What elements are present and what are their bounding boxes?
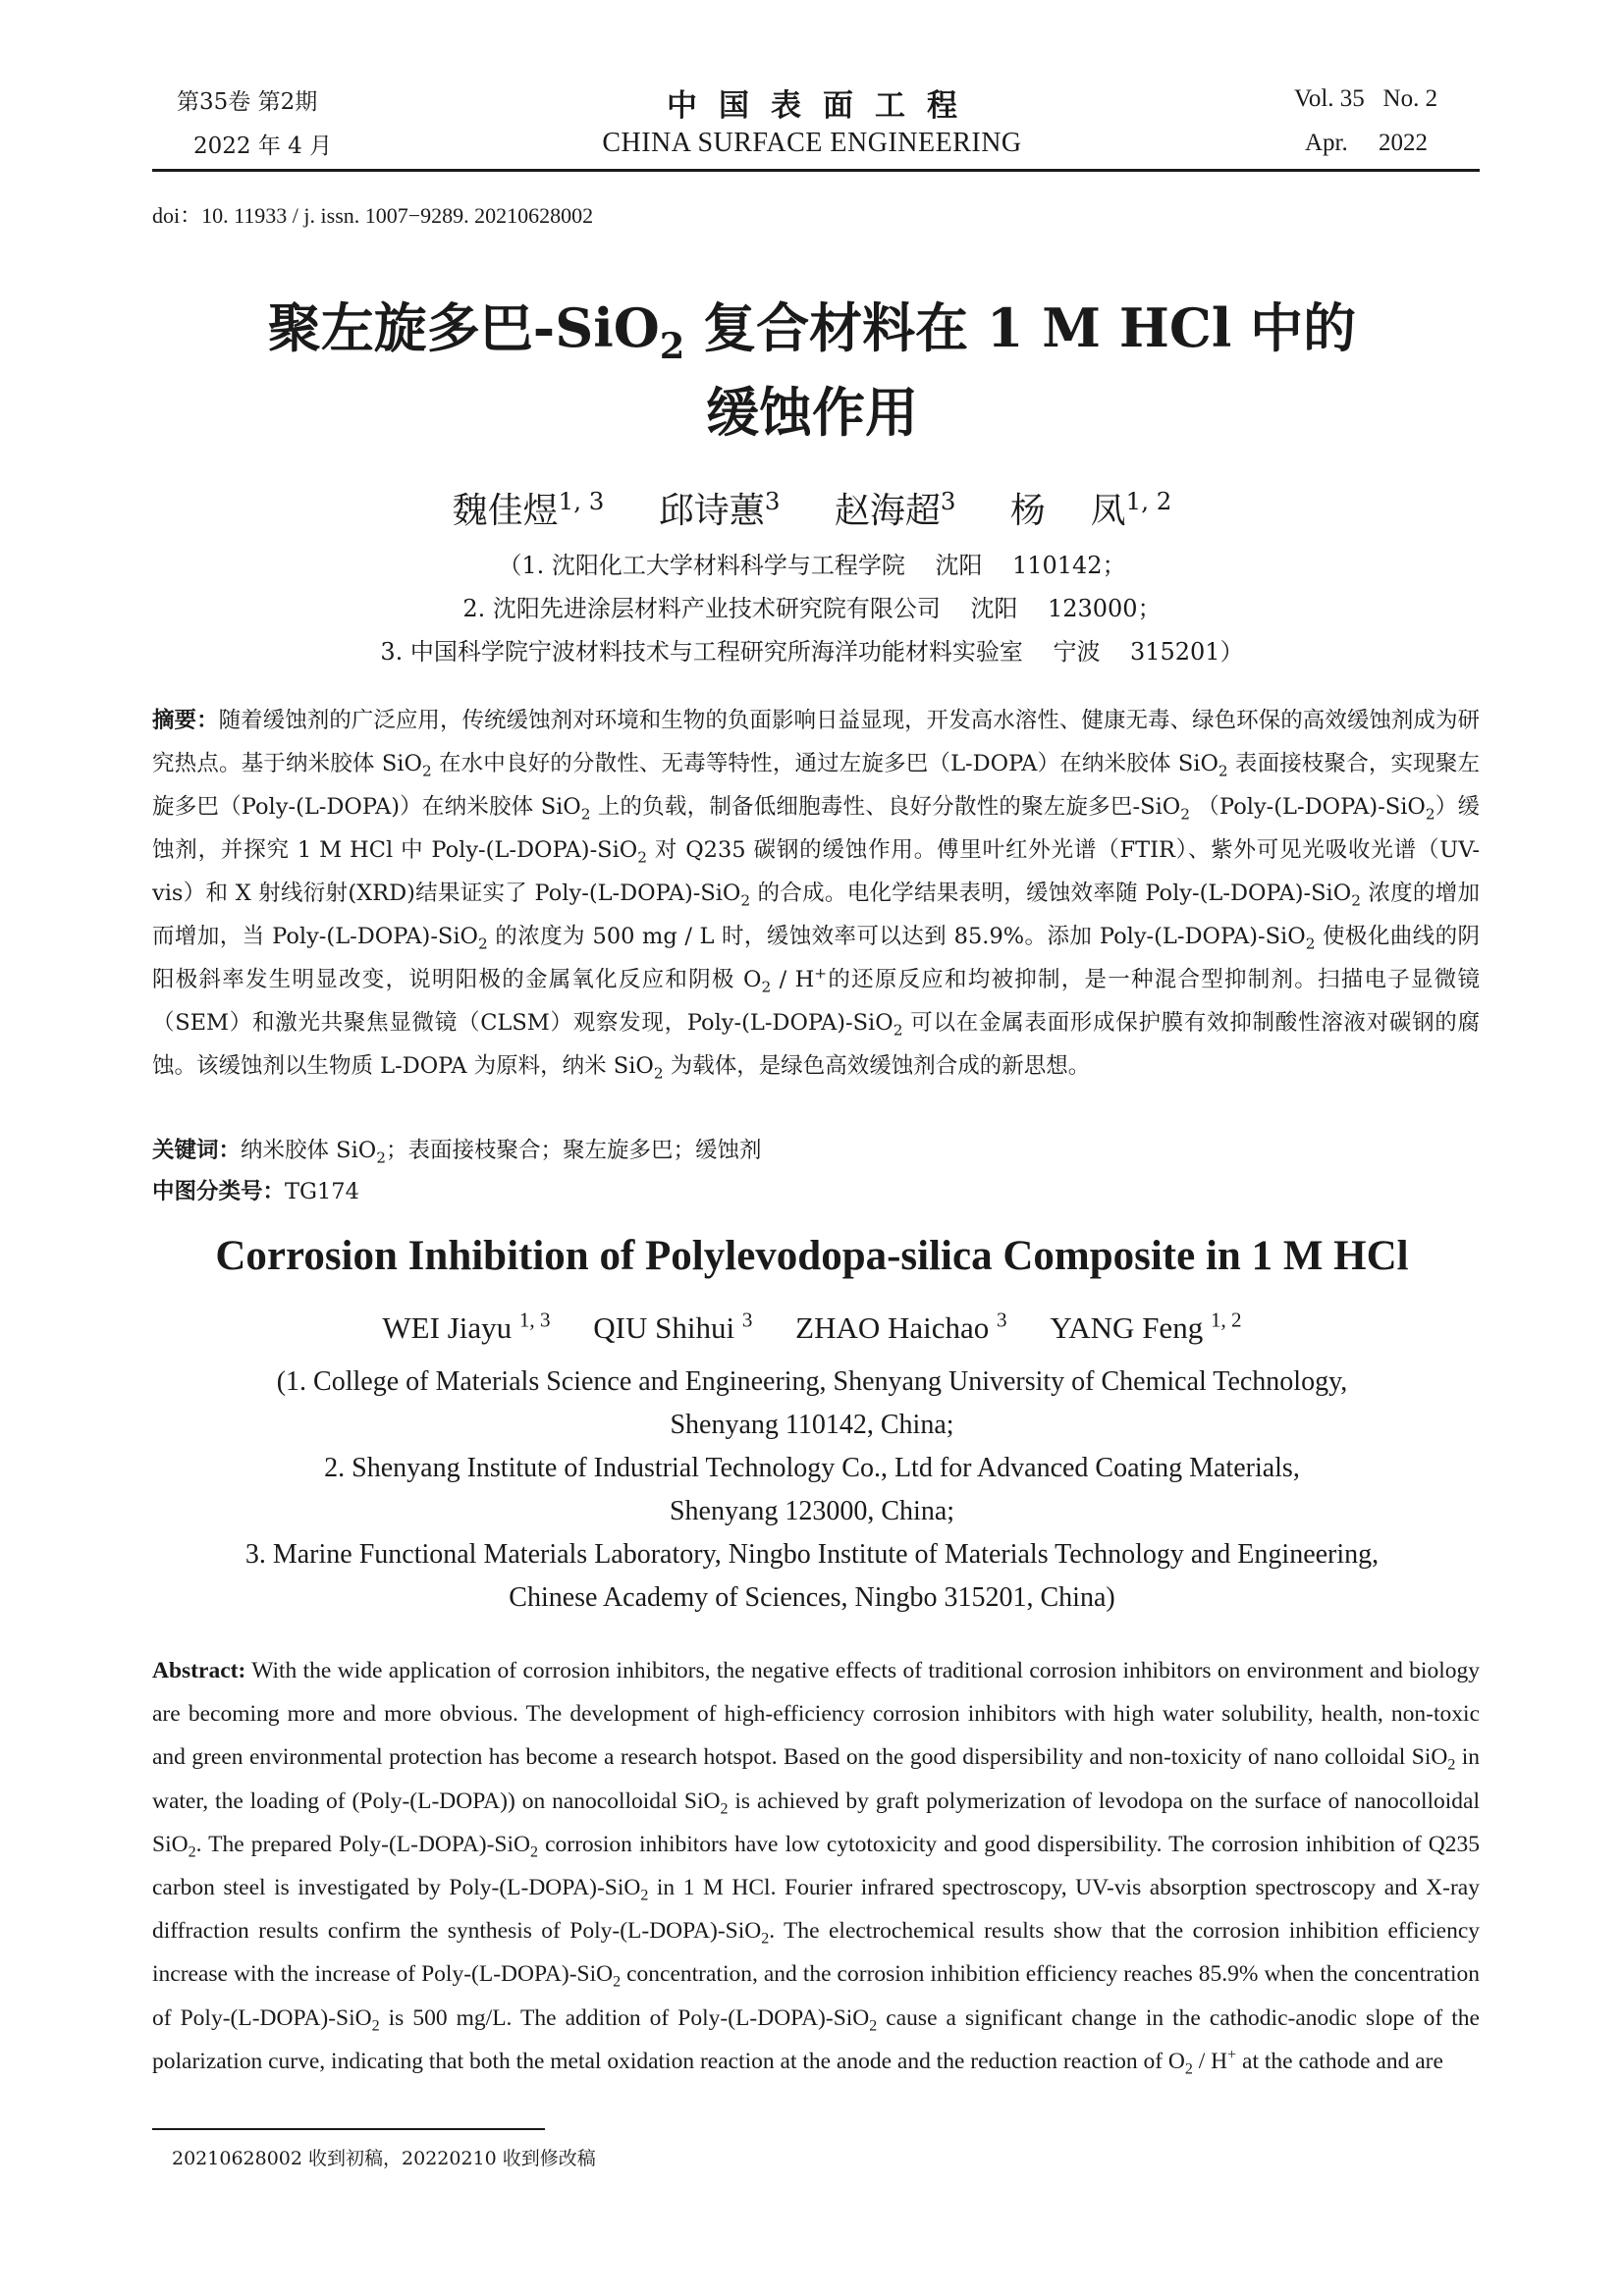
volume-issue-cn: 第35卷 第2期 bbox=[177, 89, 318, 115]
volume-issue-en: Vol. 35 No. 2 bbox=[1294, 85, 1438, 112]
journal-name-en: CHINA SURFACE ENGINEERING bbox=[602, 128, 1022, 158]
title-cn-line1: 聚左旋多巴-SiO$_2$ 复合材料在 1 M HCl 中的 bbox=[267, 296, 1357, 367]
superscript: + bbox=[1227, 2047, 1237, 2063]
author-cn bbox=[452, 487, 605, 531]
author-cn bbox=[1009, 487, 1172, 531]
date-cn: 2022 年 4 月 bbox=[193, 133, 333, 159]
subscript: 2 bbox=[1218, 762, 1228, 780]
author-en-aff: 3 bbox=[997, 1308, 1007, 1332]
author-cn-name: 杨 凤 bbox=[1009, 491, 1126, 531]
subscript: 2 bbox=[376, 1148, 386, 1167]
subscript: 2 bbox=[530, 1843, 538, 1861]
author-en-name: QIU Shihui bbox=[593, 1310, 735, 1345]
abstract-en bbox=[152, 1649, 1480, 2083]
affiliation-en-line: Shenyang 123000, China; bbox=[669, 1496, 955, 1526]
subscript: 2 bbox=[188, 1843, 196, 1861]
author-cn-aff: 3 bbox=[940, 487, 956, 515]
doi: doi：10. 11933 / j. issn. 1007−9289. 20210628002 bbox=[152, 203, 594, 228]
affiliation-en-line: 3. Marine Functional Materials Laboratory, Ningbo Institute of Materials Technology and Engineering, bbox=[244, 1539, 1380, 1570]
superscript: + bbox=[814, 964, 828, 983]
author-en-aff: 3 bbox=[741, 1308, 753, 1332]
clc-label: 中图分类号： bbox=[152, 1179, 286, 1204]
affiliation-cn-3: 3. 中国科学院宁波材料技术与工程研究所海洋功能材料实验室 宁波 315201） bbox=[380, 638, 1244, 666]
date-en: Apr. 2022 bbox=[1305, 130, 1428, 156]
subscript: 2 bbox=[1447, 1757, 1456, 1775]
author-cn-name: 赵海超 bbox=[834, 491, 941, 531]
author-en-aff: 1, 2 bbox=[1210, 1308, 1242, 1332]
author-cn-name: 邱诗蕙 bbox=[658, 491, 765, 531]
abstract-cn-label: 摘要： bbox=[152, 708, 219, 733]
subscript: 2 bbox=[869, 2017, 878, 2035]
abstract-cn bbox=[152, 699, 1480, 1088]
subscript: 2 bbox=[1305, 934, 1316, 953]
keywords-cn-body: 纳米胶体 SiO$_2$；表面接枝聚合；聚左旋多巴；缓蚀剂 bbox=[241, 1138, 762, 1167]
author-cn-name: 魏佳煜 bbox=[452, 491, 559, 531]
author-cn-aff: 1, 2 bbox=[1125, 487, 1172, 515]
author-en bbox=[593, 1310, 752, 1345]
author-en-name: ZHAO Haichao bbox=[795, 1310, 990, 1345]
affiliation-en-line: 2. Shenyang Institute of Industrial Technology Co., Ltd for Advanced Coating Materials, bbox=[324, 1453, 1300, 1483]
footnote: 20210628002 收到初稿，20220210 收到修改稿 bbox=[172, 2148, 596, 2169]
keywords-cn bbox=[152, 1129, 1480, 1172]
affiliation-cn-2: 2. 沈阳先进涂层材料产业技术研究院有限公司 沈阳 123000； bbox=[462, 595, 1162, 622]
affiliation-en-line: (1. College of Materials Science and Engineering, Shenyang University of Chemical Technology, bbox=[276, 1366, 1348, 1397]
title-en: Corrosion Inhibition of Polylevodopa-silica Composite in 1 M HCl bbox=[215, 1233, 1409, 1279]
subscript: 2 bbox=[580, 805, 591, 824]
subscript: 2 bbox=[659, 324, 685, 367]
subscript: 2 bbox=[761, 978, 772, 996]
subscript: 2 bbox=[477, 934, 488, 953]
subscript: 2 bbox=[371, 2017, 380, 2035]
author-en bbox=[795, 1310, 1006, 1345]
author-en-aff: 1, 3 bbox=[518, 1308, 551, 1332]
subscript: 2 bbox=[720, 1800, 729, 1818]
footnote-rule bbox=[152, 2128, 545, 2130]
keywords-cn-label: 关键词： bbox=[152, 1138, 242, 1163]
author-cn bbox=[658, 487, 781, 531]
subscript: 2 bbox=[893, 1021, 903, 1040]
header-rule bbox=[152, 169, 1480, 172]
author-en-name: WEI Jiayu bbox=[382, 1310, 513, 1345]
authors-cn bbox=[0, 483, 1624, 533]
subscript: 2 bbox=[640, 1887, 649, 1904]
affiliation-en-line: Shenyang 110142, China; bbox=[670, 1410, 954, 1440]
clc-number bbox=[152, 1170, 1480, 1213]
author-en bbox=[1050, 1310, 1241, 1345]
author-cn-aff: 3 bbox=[764, 487, 781, 515]
clc-value: TG174 bbox=[285, 1179, 359, 1204]
subscript: 2 bbox=[1180, 805, 1190, 824]
affiliation-en-line: Chinese Academy of Sciences, Ningbo 315201, China) bbox=[509, 1582, 1115, 1613]
author-en-name: YANG Feng bbox=[1050, 1310, 1204, 1345]
subscript: 2 bbox=[1351, 891, 1361, 910]
author-cn bbox=[834, 487, 956, 531]
abstract-en-label: Abstract: bbox=[152, 1658, 246, 1683]
affiliation-cn-1: （1. 沈阳化工大学材料科学与工程学院 沈阳 110142； bbox=[498, 552, 1126, 579]
subscript: 2 bbox=[1184, 2060, 1193, 2078]
subscript: 2 bbox=[613, 1974, 622, 1992]
subscript: 2 bbox=[653, 1064, 664, 1083]
journal-name-cn: 中国表面工程 bbox=[667, 88, 979, 124]
authors-en bbox=[0, 1310, 1624, 1346]
subscript: 2 bbox=[1425, 805, 1435, 824]
subscript: 2 bbox=[740, 891, 751, 910]
abstract-cn-body: 随着缓蚀剂的广泛应用，传统缓蚀剂对环境和生物的负面影响日益显现，开发高水溶性、健康无毒、绿色环保的高效缓蚀剂成为研究热点。基于纳米胶体 SiO$_2$ 在水中良好的分散性、无毒等特性，通过左旋多巴（L-DOPA）在纳米胶体 SiO$_2$ 表面接枝聚合，实现聚左旋多巴（Poly-(L-DOPA)）在纳米胶体 SiO$_2$ 上的负载，制备低细胞毒性、良好分散性的聚左旋多巴-SiO$_2$ （Poly-(L-DOPA)-SiO$_2$）缓蚀剂，并探究 1 M HCl 中 Poly-(L-DOPA)-SiO$_2$ 对 Q235 碳钢的缓蚀作用。傅里叶红外光谱（FTIR）、紫外可见光吸收光谱（UV-vis）和 X 射线衍射(XRD)结果证实了 Poly-(L-DOPA)-SiO$_2$ 的合成。电化学结果表明，缓蚀效率随 Poly-(L-DOPA)-SiO$_2$ 浓度的增加而增加，当 Poly-(L-DOPA)-SiO$_2$ 的浓度为 500 mg / L 时，缓蚀效率可以达到 85.9%。添加 Poly-(L-DOPA)-SiO$_2$ 使极化曲线的阴阳极斜率发生明显改变，说明阳极的金属氧化反应和阴极 $O_2 / H^+$的还原反应和均被抑制，是一种混合型抑制剂。扫描电子显微镜（SEM）和激光共聚焦显微镜（CLSM）观察发现，Poly-(L-DOPA)-SiO$_2$ 可以在金属表面形成保护膜有效抑制酸性溶液对碳钢的腐蚀。该缓蚀剂以生物质 L-DOPA 为原料，纳米 SiO$_2$ 为载体，是绿色高效缓蚀剂合成的新思想。 bbox=[152, 708, 1481, 1083]
subscript: 2 bbox=[637, 848, 647, 867]
title-cn-line2: 缓蚀作用 bbox=[706, 381, 918, 444]
subscript: 2 bbox=[421, 762, 432, 780]
author-en bbox=[382, 1310, 550, 1345]
subscript: 2 bbox=[761, 1930, 770, 1948]
author-cn-aff: 1, 3 bbox=[558, 487, 605, 515]
abstract-en-body: With the wide application of corrosion inhibitors, the negative effects of traditional corrosion inhibitors on environment and biology are becoming more and more obvious. The development of high-efficiency corrosion inhibitors with high water solubility, health, non-toxic and green environmental protection has become a research hotspot. Based on the good dispersibility and non-toxicity of nano colloidal SiO$_2$ in water, the loading of (Poly-(L-DOPA)) on nanocolloidal SiO$_2$ is achieved by graft polymerization of levodopa on the surface of nanocolloidal SiO$_2$. The prepared Poly-(L-DOPA)-SiO$_2$ corrosion inhibitors have low cytotoxicity and good dispersibility. The corrosion inhibition of Q235 carbon steel is investigated by Poly-(L-DOPA)-SiO$_2$ in 1 M HCl. Fourier infrared spectroscopy, UV-vis absorption spectroscopy and X-ray diffraction results confirm the synthesis of Poly-(L-DOPA)-SiO$_2$. The electrochemical results show that the corrosion inhibition efficiency increase with the increase of Poly-(L-DOPA)-SiO$_2$ concentration, and the corrosion inhibition efficiency reaches 85.9% when the concentration of Poly-(L-DOPA)-SiO$_2$ is 500 mg/L. The addition of Poly-(L-DOPA)-SiO$_2$ cause a significant change in the cathodic-anodic slope of the polarization curve, indicating that both the metal oxidation reaction at the anode and the reduction reaction of $O_2 / H^+$ at the cathode and are bbox=[152, 1658, 1481, 2078]
